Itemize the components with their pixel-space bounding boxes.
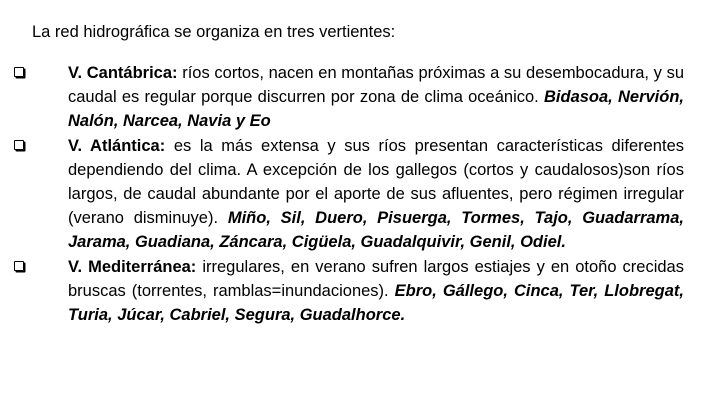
vertientes-list (14, 61, 684, 327)
vertiente-description: es la más extensa y sus ríos presentan características diferentes dependiendo del clima. A excepción de los gallegos (cortos y caudalosos)son ríos largos, de caudal abundante por el aporte de sus afluentes, pero régimen irregular (verano disminuye). (68, 136, 684, 228)
vertiente-rivers: Bidasoa, Nervión, Nalón, Narcea, Navia y Eo (68, 88, 684, 131)
list-item-cantabrica (14, 61, 684, 134)
intro-text: La red hidrográfica se organiza en tres vertientes: (32, 23, 396, 41)
checkbox-bullet-icon (14, 140, 24, 150)
checkbox-bullet-icon (14, 67, 24, 77)
vertiente-rivers: Ebro, Gállego, Cinca, Ter, Llobregat, Turia, Júcar, Cabriel, Segura, Guadalhorce. (68, 281, 684, 325)
vertiente-rivers: Miño, Sil, Duero, Pisuerga, Tormes, Tajo, Guadarrama, Jarama, Guadiana, Záncara, Cigüela, Guadalquivir, Genil, Odiel. (68, 209, 684, 252)
vertiente-name: V. Atlántica: (68, 136, 166, 155)
checkbox-bullet-icon (14, 261, 24, 271)
list-item-mediterranea (14, 255, 684, 328)
list-item-atlantica (14, 134, 684, 255)
vertiente-name: V. Cantábrica: (68, 64, 178, 82)
vertiente-description: ríos cortos, nacen en montañas próximas a su desembocadura, y su caudal es regular porque discurren por zona de clima oceánico. (68, 64, 684, 107)
vertiente-name: V. Mediterránea: (68, 257, 197, 276)
vertiente-description: irregulares, en verano sufren largos estiajes y en otoño crecidas bruscas (torrentes, ramblas=inundaciones). (68, 257, 684, 300)
